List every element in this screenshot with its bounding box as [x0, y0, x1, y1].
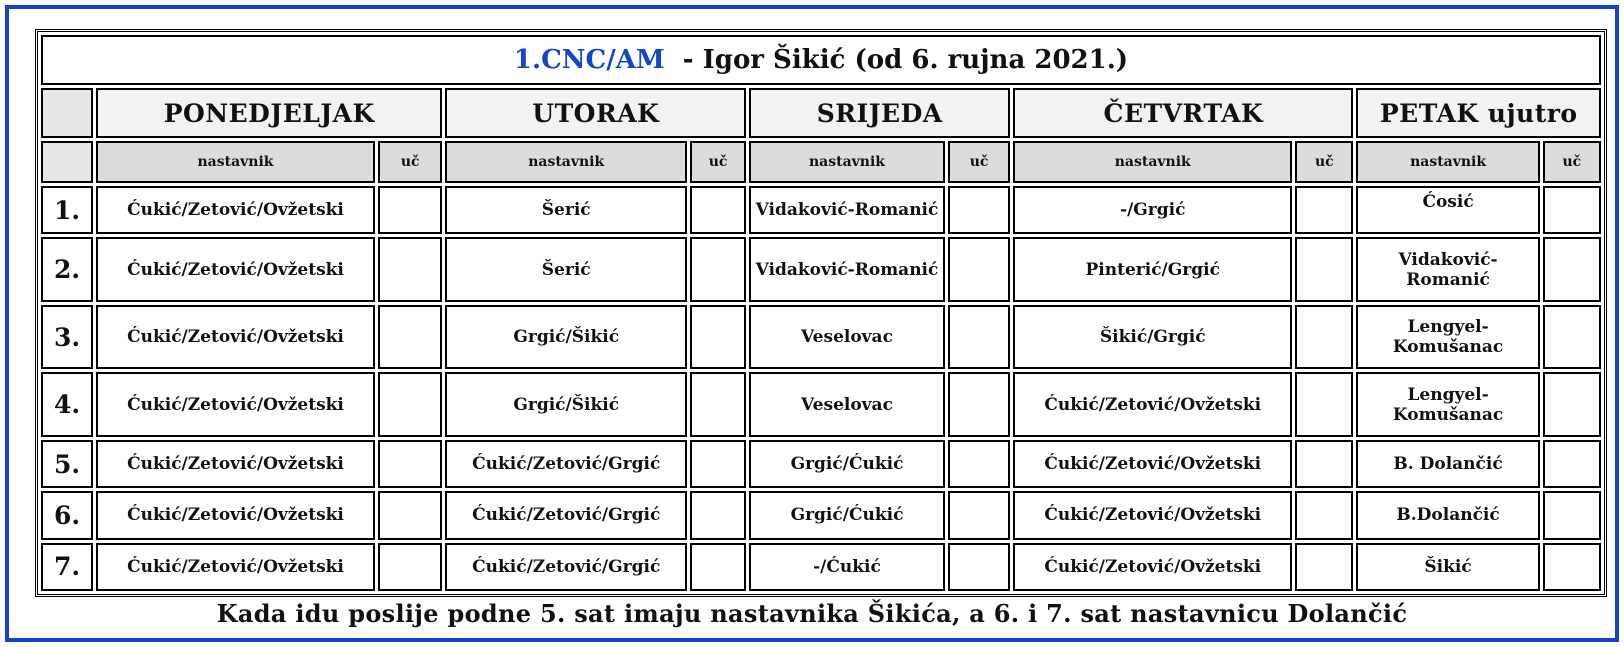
teacher-cell: Ćukić/Zetović/Ovžetski: [96, 543, 375, 591]
room-cell: [1543, 237, 1601, 302]
teacher-cell: Grgić/Ćukić: [749, 440, 945, 488]
teacher-cell: B. Dolančić: [1356, 440, 1539, 488]
table-row: [41, 491, 1601, 539]
room-cell: [1543, 440, 1601, 488]
period-number: 5.: [41, 440, 93, 488]
room-cell: [1295, 440, 1353, 488]
sub-header-teacher: nastavnik: [1013, 141, 1292, 183]
room-cell: [948, 305, 1010, 370]
teacher-cell: Veselovac: [749, 372, 945, 437]
room-cell: [690, 372, 746, 437]
room-cell: [378, 305, 443, 370]
teacher-cell: Ćukić/Zetović/Grgić: [445, 543, 686, 591]
sub-header-teacher: nastavnik: [749, 141, 945, 183]
room-cell: [1295, 237, 1353, 302]
room-cell: [1295, 305, 1353, 370]
corner-cell-sub: [41, 141, 93, 183]
room-cell: [1543, 491, 1601, 539]
teacher-cell: Ćukić/Zetović/Ovžetski: [1013, 372, 1292, 437]
period-number: 3.: [41, 305, 93, 370]
teacher-cell: Grgić/Šikić: [445, 305, 686, 370]
teacher-cell: Vidaković-Romanić: [749, 186, 945, 234]
teacher-cell: Šikić: [1356, 543, 1539, 591]
footer-note: Kada idu poslije podne 5. sat imaju nastavnika Šikića, a 6. i 7. sat nastavnicu Dolančić: [216, 599, 1408, 628]
teacher-cell: Pinterić/Grgić: [1013, 237, 1292, 302]
sub-header-room: uč: [378, 141, 443, 183]
teacher-cell: -/Ćukić: [749, 543, 945, 591]
day-header-thursday: ČETVRTAK: [1013, 88, 1353, 138]
sub-header-teacher: nastavnik: [96, 141, 375, 183]
teacher-cell: B.Dolančić: [1356, 491, 1539, 539]
period-number: 6.: [41, 491, 93, 539]
period-number: 7.: [41, 543, 93, 591]
room-cell: [1543, 186, 1601, 234]
room-cell: [378, 237, 443, 302]
table-row: [41, 186, 1601, 234]
room-cell: [1543, 372, 1601, 437]
room-cell: [1295, 372, 1353, 437]
room-cell: [378, 186, 443, 234]
corner-cell: [41, 88, 93, 138]
teacher-cell: -/Grgić: [1013, 186, 1292, 234]
teacher-cell: Vidaković-Romanić: [1356, 237, 1539, 302]
teacher-cell: Ćukić/Zetović/Ovžetski: [96, 440, 375, 488]
sub-header-room: uč: [948, 141, 1010, 183]
table-row: [41, 305, 1601, 370]
teacher-cell: Ćukić/Zetović/Ovžetski: [96, 237, 375, 302]
room-cell: [378, 372, 443, 437]
day-header-monday: PONEDJELJAK: [96, 88, 442, 138]
page-frame: [5, 5, 1619, 642]
teacher-cell: Ćukić/Zetović/Ovžetski: [1013, 440, 1292, 488]
room-cell: [690, 440, 746, 488]
teacher-cell: Ćukić/Zetović/Grgić: [445, 440, 686, 488]
timetable: [35, 29, 1607, 597]
sub-header-teacher: nastavnik: [1356, 141, 1539, 183]
timetable-grid: [38, 32, 1604, 594]
room-cell: [690, 491, 746, 539]
sub-header-room: uč: [690, 141, 746, 183]
room-cell: [690, 543, 746, 591]
room-cell: [378, 440, 443, 488]
room-cell: [1295, 186, 1353, 234]
teacher-cell: Ćukić/Zetović/Ovžetski: [96, 186, 375, 234]
teacher-cell: Šerić: [445, 186, 686, 234]
table-row: [41, 237, 1601, 302]
teacher-cell: Ćukić/Zetović/Grgić: [445, 491, 686, 539]
teacher-cell: Ćosić: [1356, 186, 1539, 234]
room-cell: [948, 237, 1010, 302]
teacher-cell: Šerić: [445, 237, 686, 302]
table-row: [41, 543, 1601, 591]
teacher-cell: Grgić/Ćukić: [749, 491, 945, 539]
teacher-cell: Vidaković-Romanić: [749, 237, 945, 302]
sub-header-teacher: nastavnik: [445, 141, 686, 183]
teacher-cell: Ćukić/Zetović/Ovžetski: [1013, 491, 1292, 539]
period-number: 2.: [41, 237, 93, 302]
teacher-cell: Ćukić/Zetović/Ovžetski: [96, 305, 375, 370]
room-cell: [1543, 305, 1601, 370]
day-header-friday: PETAK ujutro: [1356, 88, 1601, 138]
period-number: 1.: [41, 186, 93, 234]
room-cell: [948, 186, 1010, 234]
room-cell: [1295, 543, 1353, 591]
table-row: [41, 440, 1601, 488]
teacher-cell: Ćukić/Zetović/Ovžetski: [96, 372, 375, 437]
sub-header-room: uč: [1295, 141, 1353, 183]
teacher-cell: Lengyel-Komušanac: [1356, 372, 1539, 437]
room-cell: [690, 237, 746, 302]
room-cell: [378, 543, 443, 591]
room-cell: [1543, 543, 1601, 591]
teacher-cell: Ćukić/Zetović/Ovžetski: [1013, 543, 1292, 591]
room-cell: [690, 305, 746, 370]
room-cell: [378, 491, 443, 539]
class-code: 1.CNC/AM: [513, 45, 665, 75]
title-rest: - Igor Šikić (od 6. rujna 2021.): [664, 45, 1129, 75]
sub-header-room: uč: [1543, 141, 1601, 183]
teacher-cell: Šikić/Grgić: [1013, 305, 1292, 370]
table-row: [41, 372, 1601, 437]
day-header-tuesday: UTORAK: [445, 88, 746, 138]
room-cell: [948, 440, 1010, 488]
day-header-wednesday: SRIJEDA: [749, 88, 1010, 138]
room-cell: [948, 543, 1010, 591]
teacher-cell: Lengyel-Komušanac: [1356, 305, 1539, 370]
teacher-cell: Veselovac: [749, 305, 945, 370]
period-number: 4.: [41, 372, 93, 437]
sub-header-row: [41, 141, 1601, 183]
room-cell: [690, 186, 746, 234]
teacher-cell: Grgić/Šikić: [445, 372, 686, 437]
room-cell: [1295, 491, 1353, 539]
timetable-title: [41, 35, 1601, 85]
room-cell: [948, 372, 1010, 437]
day-header-row: [41, 88, 1601, 138]
teacher-cell: Ćukić/Zetović/Ovžetski: [96, 491, 375, 539]
room-cell: [948, 491, 1010, 539]
